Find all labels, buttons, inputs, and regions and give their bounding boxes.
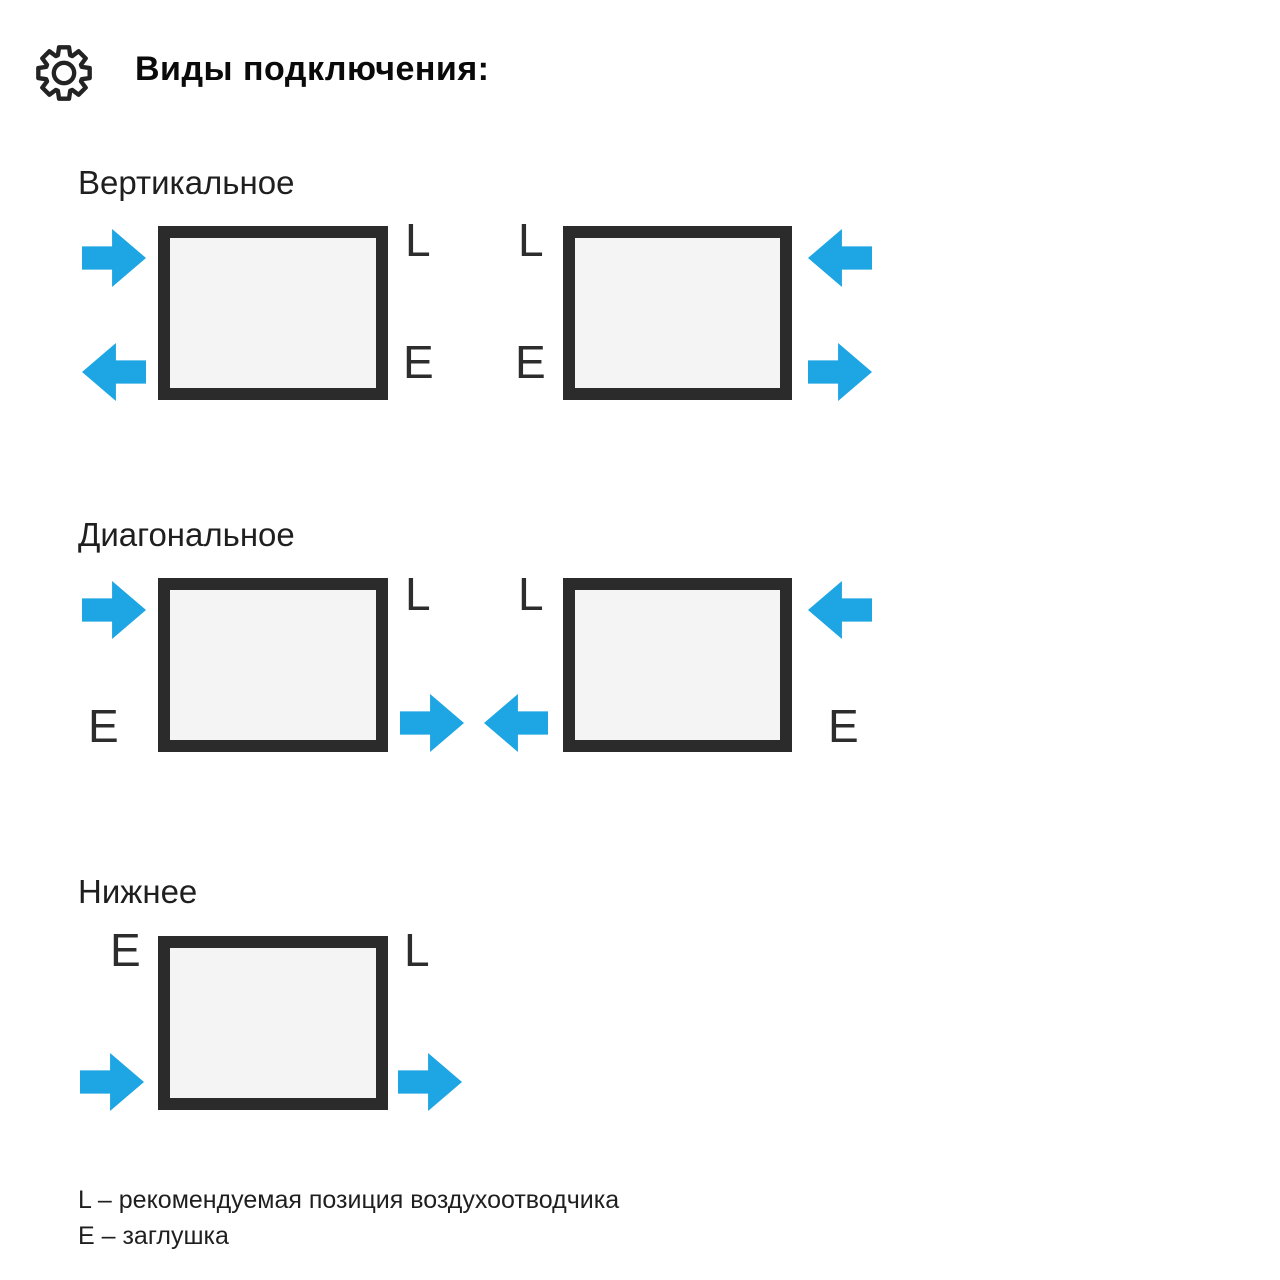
arrow-right-icon	[808, 343, 872, 401]
port-label-e: E	[88, 700, 119, 752]
arrow-right-icon	[82, 229, 146, 287]
radiator-rect	[563, 578, 792, 752]
arrow-left-icon	[808, 229, 872, 287]
section-bottom-label: Нижнее	[78, 873, 198, 910]
section-diagonal-label: Диагональное	[78, 516, 295, 553]
port-label-e: E	[110, 924, 141, 976]
port-label-l: L	[405, 568, 431, 620]
arrow-left-icon	[82, 343, 146, 401]
port-label-l: L	[404, 924, 430, 976]
port-label-l: L	[405, 214, 431, 266]
port-label-e: E	[515, 336, 546, 388]
radiator-rect	[158, 578, 388, 752]
port-label-l: L	[518, 568, 544, 620]
gear-icon	[33, 42, 95, 104]
arrow-left-icon	[484, 694, 548, 752]
arrow-right-icon	[398, 1053, 462, 1111]
section-vertical-label: Вертикальное	[78, 164, 295, 201]
arrow-left-icon	[808, 581, 872, 639]
radiator-rect	[563, 226, 792, 400]
legend-line-e: E – заглушка	[78, 1222, 229, 1250]
radiator-rect	[158, 936, 388, 1110]
port-label-l: L	[518, 214, 544, 266]
arrow-right-icon	[400, 694, 464, 752]
page-title: Виды подключения:	[135, 50, 490, 88]
port-label-e: E	[403, 336, 434, 388]
port-label-e: E	[828, 700, 859, 752]
radiator-rect	[158, 226, 388, 400]
legend-line-l: L – рекомендуемая позиция воздухоотводчика	[78, 1186, 620, 1214]
arrow-right-icon	[82, 581, 146, 639]
arrow-right-icon	[80, 1053, 144, 1111]
